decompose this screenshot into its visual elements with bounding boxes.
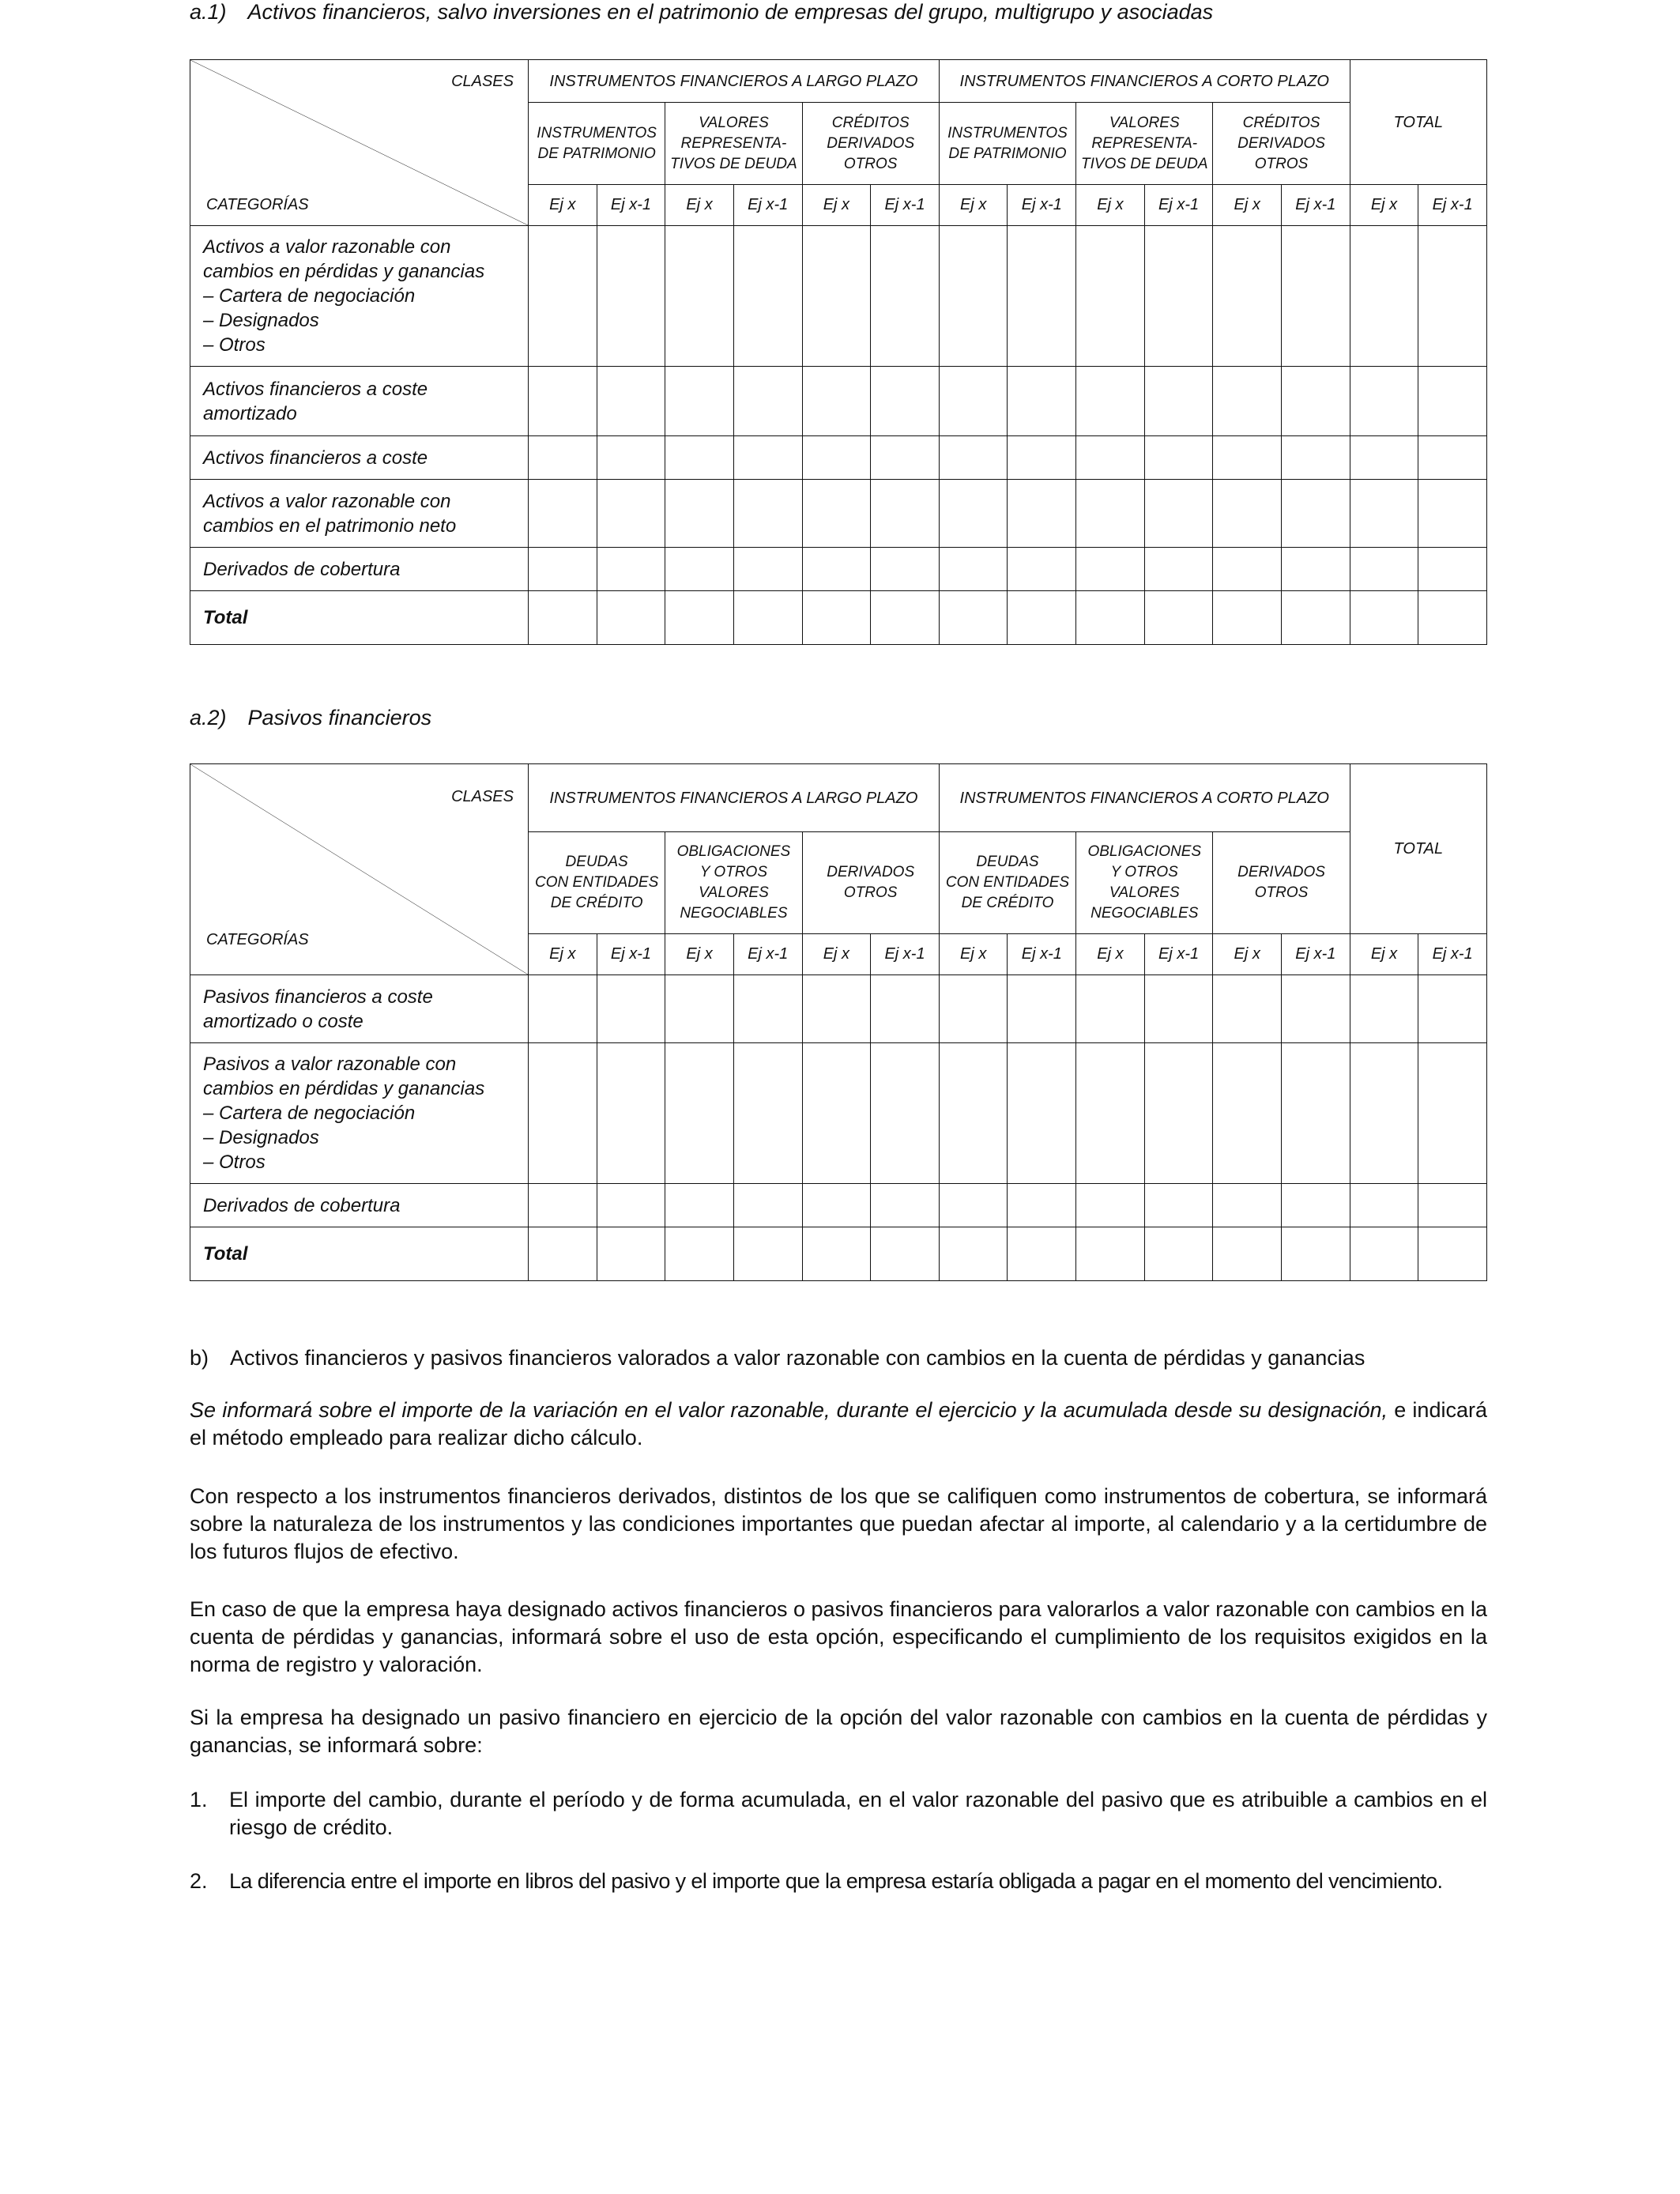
category-cell [190,1227,529,1281]
table-row [190,226,1487,367]
year-header: Ej x-1 [597,185,665,226]
value-cell [529,436,597,480]
value-cell [1418,975,1487,1043]
value-cell [1213,436,1282,480]
value-cell [802,436,871,480]
table-row [190,480,1487,548]
value-cell [802,591,871,645]
class-subheader-line: OTROS [1254,155,1309,172]
year-header: Ej x-1 [871,185,940,226]
table-row [190,591,1487,645]
table-row [190,1184,1487,1227]
category-line: Pasivos financieros a coste [203,986,433,1008]
value-cell [1418,367,1487,436]
list-item-number: 2. [190,1869,208,1893]
year-header: Ej x-1 [1282,934,1350,975]
value-cell [1350,975,1418,1043]
category-line: Activos financieros a coste [203,378,428,400]
value-cell [1213,548,1282,591]
value-cell [529,1184,597,1227]
value-cell [1008,1043,1076,1184]
value-cell [1350,1043,1418,1184]
value-cell [1144,480,1213,548]
value-cell [1282,975,1350,1043]
class-subheader [665,103,802,185]
year-header: Ej x-1 [733,185,802,226]
table-row [190,436,1487,480]
value-cell [1008,975,1076,1043]
year-header: Ej x [939,934,1008,975]
category-cell [190,367,529,436]
class-subheader-line: VALORES [1109,114,1180,131]
value-cell [939,548,1008,591]
section-b-paragraph-1 [190,1397,1487,1452]
value-cell [1282,548,1350,591]
category-cell [190,226,529,367]
year-header: Ej x [939,185,1008,226]
value-cell [1076,1043,1145,1184]
class-subheader-line: OTROS [1254,884,1309,901]
value-cell [871,226,940,367]
value-cell [1282,1184,1350,1227]
category-line: – Otros [203,1152,266,1173]
value-cell [1213,591,1282,645]
value-cell [1418,480,1487,548]
category-line: – Cartera de negociación [203,1103,416,1124]
class-subheader-line: TIVOS DE DEUDA [1081,155,1208,172]
year-header: Ej x [529,185,597,226]
value-cell [1144,367,1213,436]
class-subheader-line: DE PATRIMONIO [537,145,656,162]
section-b-paragraph-3: En caso de que la empresa haya designado activos financieros o pasivos financieros para valorarlos a valor razonable con cambios en la cuenta de pérdidas y ganancias, informará sobre el uso de esta opción, especificando el cumplimiento de los requisitos exigidos en la norma de registro y valoración. [190,1597,1487,1676]
list-item-text: El importe del cambio, durante el período y de forma acumulada, en el valor razonable del pasivo que es atribuible a cambios en el riesgo de crédito. [229,1788,1487,1839]
value-cell [529,226,597,367]
class-subheader-line: CON ENTIDADES [535,874,659,891]
year-header: Ej x [665,185,734,226]
class-subheader-line: OBLIGACIONES [676,843,791,860]
table-row [190,548,1487,591]
value-cell [1076,1184,1145,1227]
category-cell [190,480,529,548]
class-subheader [939,103,1075,185]
year-header: Ej x-1 [1144,934,1213,975]
value-cell [1350,1227,1418,1281]
year-header: Ej x-1 [597,934,665,975]
class-subheader-line: VALORES [699,884,769,901]
categorias-label: CATEGORÍAS [206,196,309,213]
value-cell [597,1043,665,1184]
value-cell [1144,1184,1213,1227]
table-row [190,1227,1487,1281]
class-subheader [1076,832,1213,934]
paragraph-1-rest: e indicará el método empleado para realizar dicho cálculo. [190,1398,1487,1449]
category-cell [190,1043,529,1184]
categorias-label: CATEGORÍAS [206,931,309,948]
value-cell [1282,1227,1350,1281]
value-cell [802,548,871,591]
value-cell [1008,436,1076,480]
value-cell [597,436,665,480]
value-cell [1008,1184,1076,1227]
value-cell [665,1043,734,1184]
value-cell [1213,1184,1282,1227]
total-header: TOTAL [1350,764,1486,934]
category-line: – Cartera de negociación [203,285,416,307]
category-line: – Designados [203,1127,319,1148]
class-subheader-line: CRÉDITOS [1242,114,1320,131]
value-cell [1213,1043,1282,1184]
value-cell [529,367,597,436]
value-cell [1076,226,1145,367]
clases-label: CLASES [451,788,514,805]
value-cell [871,975,940,1043]
class-subheader-line: Y OTROS [1110,864,1178,880]
value-cell [939,975,1008,1043]
class-subheader [529,103,665,185]
year-header: Ej x [1213,934,1282,975]
value-cell [733,436,802,480]
value-cell [871,1043,940,1184]
class-subheader [1213,832,1350,934]
class-subheader-line: DERIVADOS [827,134,915,152]
category-cell [190,1184,529,1227]
list-item-text: La diferencia entre el importe en libros del pasivo y el importe que la empresa estaría obligada a pagar en el momento del vencimiento. [229,1869,1443,1893]
table-row [190,1043,1487,1184]
value-cell [1418,436,1487,480]
value-cell [802,480,871,548]
section-b-paragraph-2: Con respecto a los instrumentos financieros derivados, distintos de los que se califiquen como instrumentos de cobertura, se informará sobre la naturaleza de los instrumentos y las condiciones importantes que puedan afectar al importe, al calendario y a la certidumbre de los futuros flujos de efectivo. [190,1484,1487,1563]
value-cell [871,548,940,591]
class-subheader-line: INSTRUMENTOS [537,124,657,141]
category-line: – Otros [203,334,266,356]
value-cell [802,1043,871,1184]
value-cell [1144,436,1213,480]
value-cell [871,480,940,548]
class-subheader [529,832,665,934]
category-line: cambios en el patrimonio neto [203,515,457,537]
category-line: Pasivos a valor razonable con [203,1054,457,1075]
year-header: Ej x [1350,934,1418,975]
value-cell [802,367,871,436]
class-subheader-line: CRÉDITOS [831,114,910,131]
value-cell [733,226,802,367]
value-cell [1076,1227,1145,1281]
class-subheader-line: OTROS [843,155,898,172]
value-cell [665,548,734,591]
value-cell [939,1227,1008,1281]
value-cell [733,548,802,591]
liabilities-table [190,763,1487,1281]
value-cell [1144,1227,1213,1281]
value-cell [529,975,597,1043]
value-cell [1076,367,1145,436]
long-term-group-header: INSTRUMENTOS FINANCIEROS A LARGO PLAZO [529,60,940,103]
value-cell [1213,975,1282,1043]
value-cell [1282,480,1350,548]
class-subheader [802,103,939,185]
class-subheader-line: VALORES [1109,884,1180,901]
category-line: cambios en pérdidas y ganancias [203,261,485,282]
value-cell [1418,1227,1487,1281]
table-corner-header [190,60,529,226]
value-cell [939,591,1008,645]
value-cell [939,1184,1008,1227]
value-cell [597,591,665,645]
short-term-group-header: INSTRUMENTOS FINANCIEROS A CORTO PLAZO [939,60,1350,103]
list-item-number: 1. [190,1788,208,1811]
class-subheader-line: DEUDAS [565,854,628,870]
value-cell [1144,548,1213,591]
class-subheader-line: TIVOS DE DEUDA [670,155,797,172]
value-cell [1213,367,1282,436]
value-cell [939,226,1008,367]
value-cell [802,975,871,1043]
category-line: cambios en pérdidas y ganancias [203,1078,485,1099]
value-cell [802,1227,871,1281]
value-cell [1350,591,1418,645]
section-b-paragraph-4: Si la empresa ha designado un pasivo financiero en ejercicio de la opción del valor razonable con cambios en la cuenta de pérdidas y ganancias, se informará sobre: [190,1706,1487,1757]
class-subheader-line: OBLIGACIONES [1087,843,1202,860]
value-cell [597,548,665,591]
category-cell [190,975,529,1043]
value-cell [665,480,734,548]
total-header: TOTAL [1350,60,1486,185]
table-corner-header [190,764,529,975]
class-subheader-line: VALORES [699,114,769,131]
value-cell [1144,975,1213,1043]
category-line: Activos a valor razonable con [203,236,451,258]
year-header: Ej x [1213,185,1282,226]
value-cell [597,480,665,548]
value-cell [1418,591,1487,645]
year-header: Ej x-1 [1008,185,1076,226]
list-item [190,1868,1487,1895]
list-item [190,1786,1487,1842]
class-subheader-line: Y OTROS [699,864,767,880]
value-cell [1076,480,1145,548]
value-cell [1144,1043,1213,1184]
category-line: – Designados [203,310,319,331]
class-subheader-line: DEUDAS [976,854,1039,870]
category-line: Total [203,1243,248,1265]
category-line: Derivados de cobertura [203,1194,401,1216]
value-cell [733,480,802,548]
value-cell [1213,226,1282,367]
class-subheader-line: OTROS [843,884,898,901]
class-subheader-line: DE PATRIMONIO [948,145,1067,162]
value-cell [1008,591,1076,645]
year-header: Ej x [1076,185,1145,226]
assets-table [190,59,1487,645]
class-subheader-line: NEGOCIABLES [1090,905,1199,922]
value-cell [665,591,734,645]
value-cell [733,367,802,436]
value-cell [1350,548,1418,591]
year-header: Ej x-1 [871,934,940,975]
value-cell [1008,226,1076,367]
year-header: Ej x-1 [1282,185,1350,226]
category-line: Total [203,607,248,628]
value-cell [529,1043,597,1184]
value-cell [529,1227,597,1281]
section-a2-heading: a.2) Pasivos financieros [190,706,432,729]
value-cell [597,226,665,367]
paragraph-1-italic: Se informará sobre el importe de la variación en el valor razonable, durante el ejercicio y la acumulada desde su designación, [190,1398,1388,1422]
category-cell [190,591,529,645]
category-line: Derivados de cobertura [203,558,401,580]
clases-label: CLASES [451,73,514,90]
value-cell [802,226,871,367]
value-cell [733,1043,802,1184]
value-cell [1144,591,1213,645]
value-cell [597,1184,665,1227]
value-cell [1418,548,1487,591]
class-subheader [939,832,1075,934]
value-cell [1350,226,1418,367]
value-cell [1350,1184,1418,1227]
value-cell [1418,226,1487,367]
year-header: Ej x [802,934,871,975]
year-header: Ej x [1076,934,1145,975]
class-subheader-line: CON ENTIDADES [945,874,1070,891]
value-cell [1282,591,1350,645]
value-cell [597,975,665,1043]
value-cell [529,480,597,548]
year-header: Ej x [665,934,734,975]
class-subheader [1076,103,1213,185]
value-cell [733,975,802,1043]
year-header: Ej x [529,934,597,975]
value-cell [871,436,940,480]
value-cell [1008,548,1076,591]
value-cell [665,975,734,1043]
value-cell [529,548,597,591]
class-subheader-line: DERIVADOS [827,864,915,880]
class-subheader-line: INSTRUMENTOS [947,124,1068,141]
value-cell [1008,367,1076,436]
value-cell [939,1043,1008,1184]
value-cell [1076,591,1145,645]
year-header: Ej x [802,185,871,226]
value-cell [733,1184,802,1227]
value-cell [665,1184,734,1227]
class-subheader [802,832,939,934]
value-cell [1282,367,1350,436]
value-cell [939,480,1008,548]
value-cell [665,436,734,480]
value-cell [1350,367,1418,436]
class-subheader [665,832,802,934]
value-cell [733,591,802,645]
category-cell [190,548,529,591]
value-cell [1350,436,1418,480]
value-cell [1282,436,1350,480]
class-subheader-line: DERIVADOS [1237,864,1325,880]
year-header: Ej x-1 [1418,185,1487,226]
class-subheader-line: REPRESENTA- [680,134,787,152]
value-cell [597,1227,665,1281]
value-cell [1076,436,1145,480]
category-line: amortizado o coste [203,1010,363,1032]
value-cell [1213,1227,1282,1281]
section-b-heading: b) Activos financieros y pasivos financieros valorados a valor razonable con cambios en la cuenta de pérdidas y ganancias [190,1346,1365,1370]
value-cell [1350,480,1418,548]
value-cell [871,367,940,436]
class-subheader-line: NEGOCIABLES [680,905,788,922]
category-line: Activos a valor razonable con [203,490,451,512]
value-cell [939,367,1008,436]
value-cell [665,367,734,436]
year-header: Ej x-1 [1418,934,1487,975]
value-cell [1418,1043,1487,1184]
value-cell [871,1184,940,1227]
class-subheader-line: REPRESENTA- [1091,134,1198,152]
value-cell [1076,548,1145,591]
value-cell [597,367,665,436]
class-subheader-line: DE CRÉDITO [550,895,643,911]
value-cell [871,591,940,645]
value-cell [529,591,597,645]
value-cell [1282,1043,1350,1184]
value-cell [1008,1227,1076,1281]
value-cell [1144,226,1213,367]
value-cell [665,226,734,367]
value-cell [665,1227,734,1281]
value-cell [1076,975,1145,1043]
table-row [190,975,1487,1043]
class-subheader [1213,103,1350,185]
year-header: Ej x-1 [733,934,802,975]
value-cell [1282,226,1350,367]
table-row [190,367,1487,436]
year-header: Ej x-1 [1008,934,1076,975]
class-subheader-line: DE CRÉDITO [961,895,1054,911]
value-cell [939,436,1008,480]
value-cell [802,1184,871,1227]
value-cell [1008,480,1076,548]
section-a1-heading: a.1) Activos financieros, salvo inversiones en el patrimonio de empresas del grupo, multigrupo y asociadas [190,0,1214,24]
short-term-group-header: INSTRUMENTOS FINANCIEROS A CORTO PLAZO [939,764,1350,832]
value-cell [871,1227,940,1281]
category-line: Activos financieros a coste [203,447,428,469]
value-cell [733,1227,802,1281]
category-line: amortizado [203,402,297,424]
value-cell [1418,1184,1487,1227]
long-term-group-header: INSTRUMENTOS FINANCIEROS A LARGO PLAZO [529,764,940,832]
year-header: Ej x-1 [1144,185,1213,226]
class-subheader-line: DERIVADOS [1237,134,1325,152]
category-cell [190,436,529,480]
value-cell [1213,480,1282,548]
year-header: Ej x [1350,185,1418,226]
